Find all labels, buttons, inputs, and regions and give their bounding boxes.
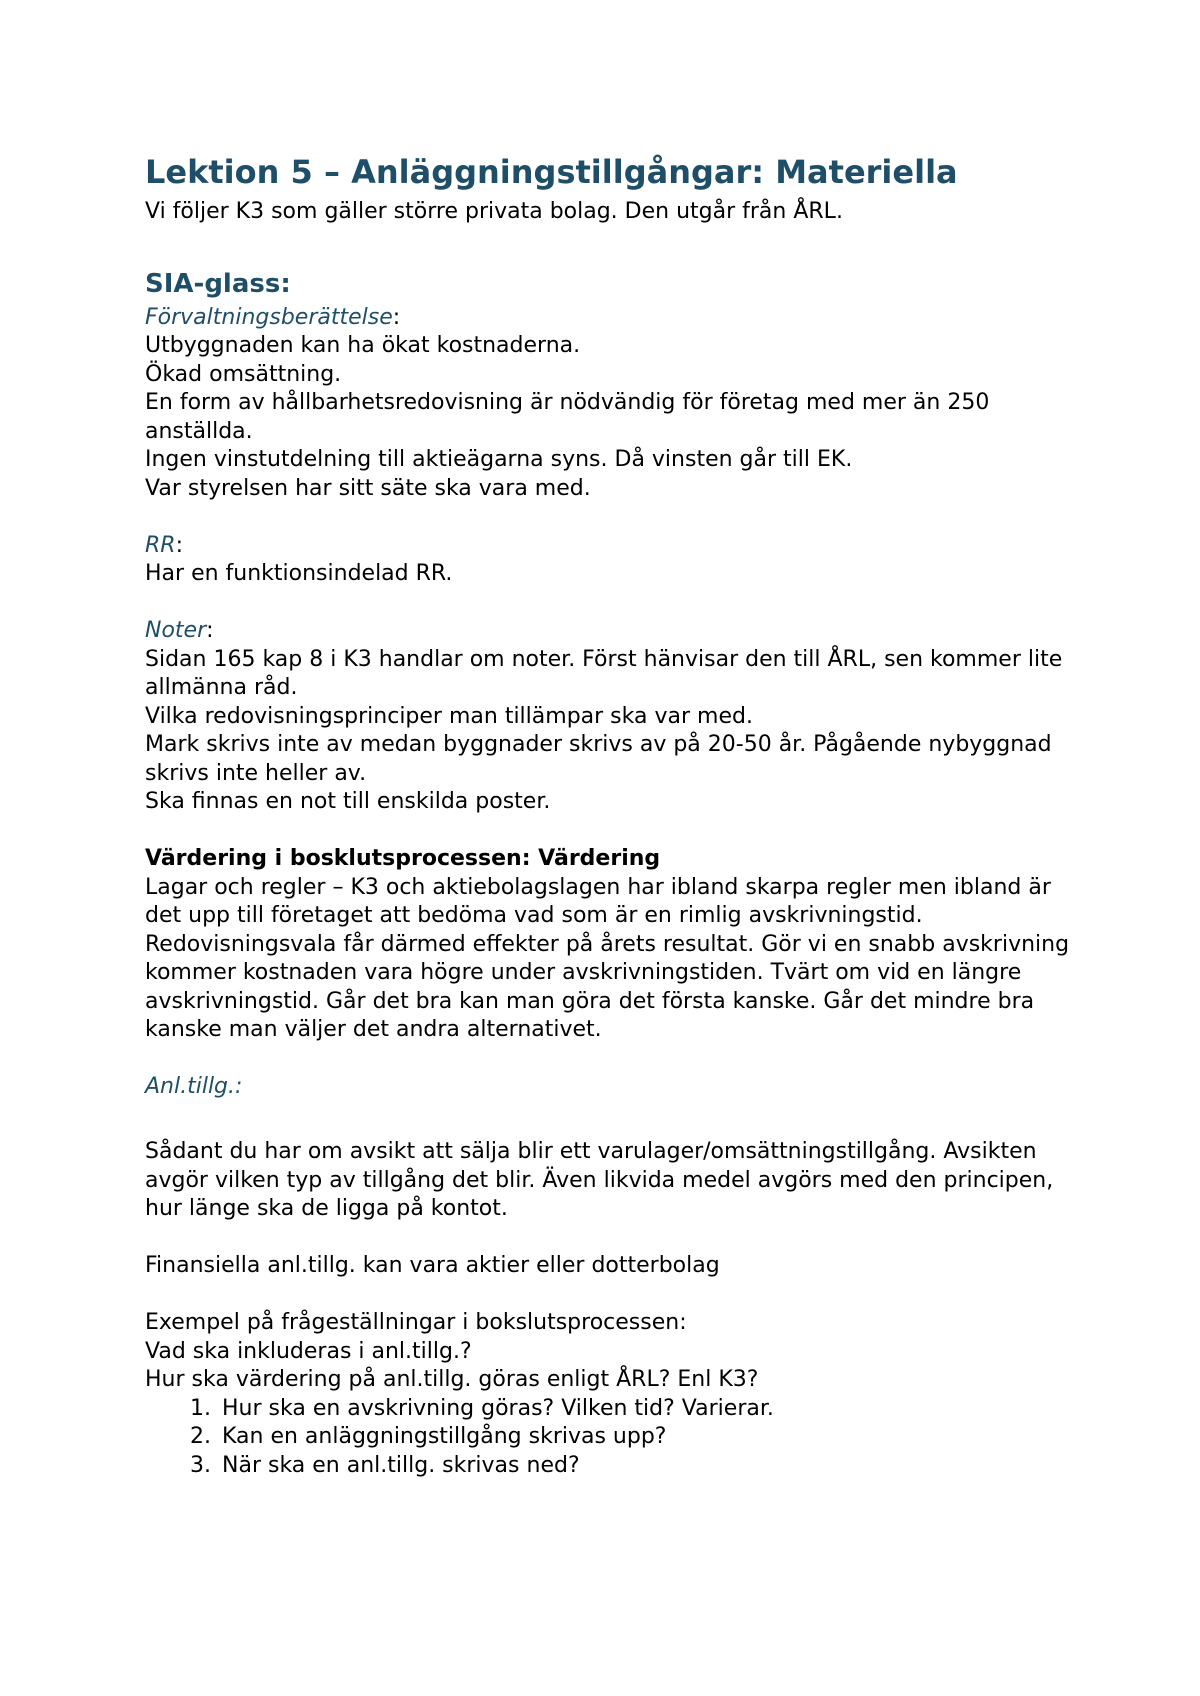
list-item: 1. Hur ska en avskrivning göras? Vilken tid? Varierar. — [218, 1395, 1075, 1424]
noter-line: Mark skrivs inte av medan byggnader skrivs av på 20-50 år. Pågående nybyggnad skrivs inte heller av. — [145, 732, 1052, 786]
spacer — [145, 1045, 1075, 1074]
list-item: 3. När ska en anl.tillg. skrivas ned? — [218, 1452, 1075, 1481]
noter-label-text: Noter — [145, 618, 207, 643]
forvaltning-label-text: Förvaltningsberättelse — [145, 304, 393, 330]
question-line: Vad ska inkluderas i anl.tillg.? — [145, 1338, 472, 1364]
noter-label — [145, 617, 1075, 646]
forvaltning-label-colon: : — [392, 304, 401, 330]
noter-line: Ska finnas en not till enskilda poster. — [145, 789, 551, 814]
anltillg-label-text: Anl.tillg.: — [145, 1074, 243, 1099]
rr-label — [145, 532, 1075, 561]
document-page — [145, 152, 1075, 1480]
question-line: Hur ska värdering på anl.tillg. göras enligt ÅRL? Enl K3? — [145, 1367, 759, 1392]
anltillg-paragraph: Finansiella anl.tillg. kan vara aktier eller dotterbolag — [145, 1253, 720, 1278]
forvaltning-line: Ingen vinstutdelning till aktieägarna syns. Då vinsten går till EK. — [145, 447, 853, 472]
anltillg-paragraph: Sådant du har om avsikt att sälja blir ett varulager/omsättningstillgång. Avsikten avgör vilken typ av tillgång det blir. Även likvida medel avgörs med den principen, hur länge ska de ligga på kontot. — [145, 1139, 1054, 1221]
sia-heading: SIA-glass: — [145, 268, 291, 299]
noter-label-colon: : — [206, 618, 214, 643]
spacer — [145, 1130, 1075, 1138]
examples-intro: Exempel på frågeställningar i bokslutsprocessen: — [145, 1310, 687, 1335]
spacer — [145, 1281, 1075, 1310]
rr-label-text: RR — [145, 532, 176, 558]
anltillg-label — [145, 1073, 1075, 1102]
document-title: Lektion 5 – Anläggningstillgångar: Materiella — [145, 153, 958, 191]
noter-line: Sidan 165 kap 8 i K3 handlar om noter. Först hänvisar den till ÅRL, sen kommer lite allmänna råd. — [145, 646, 1063, 700]
noter-line: Vilka redovisningsprinciper man tillämpar ska var med. — [145, 703, 753, 729]
intro-text: Vi följer K3 som gäller större privata bolag. Den utgår från ÅRL. — [145, 199, 843, 224]
forvaltning-label — [145, 304, 1075, 333]
vardering-heading: Värdering i bosklutsprocessen: Värdering — [145, 846, 661, 871]
vardering-text: Lagar och regler – K3 och aktiebolagslagen har ibland skarpa regler men ibland är det upp till företaget att bedöma vad som är en rimlig avskrivningstid. Redovisningsvala får därmed effekter på årets resultat. Gör vi en snabb avskrivning kommer kostnaden vara högre under avskrivningstiden. Tvärt om vid en längre avskrivningstid. Går det bra kan man göra det första kanske. Går det mindre bra kanske man väljer det andra alternativet. — [145, 874, 1070, 1042]
list-item: 2. Kan en anläggningstillgång skrivas upp? — [218, 1423, 1075, 1452]
forvaltning-line: Ökad omsättning. — [145, 361, 342, 387]
forvaltning-line: Var styrelsen har sitt säte ska vara med. — [145, 475, 591, 501]
spacer — [145, 589, 1075, 618]
rr-line: Har en funktionsindelad RR. — [145, 561, 453, 586]
forvaltning-line: Utbyggnaden kan ha ökat kostnaderna. — [145, 333, 581, 358]
rr-label-colon: : — [175, 532, 183, 558]
spacer — [145, 1102, 1075, 1131]
forvaltning-line: En form av hållbarhetsredovisning är nödvändig för företag med mer än 250 anställda. — [145, 390, 990, 444]
spacer — [145, 1224, 1075, 1253]
question-list — [145, 1395, 1075, 1481]
spacer — [145, 503, 1075, 532]
spacer — [145, 817, 1075, 846]
